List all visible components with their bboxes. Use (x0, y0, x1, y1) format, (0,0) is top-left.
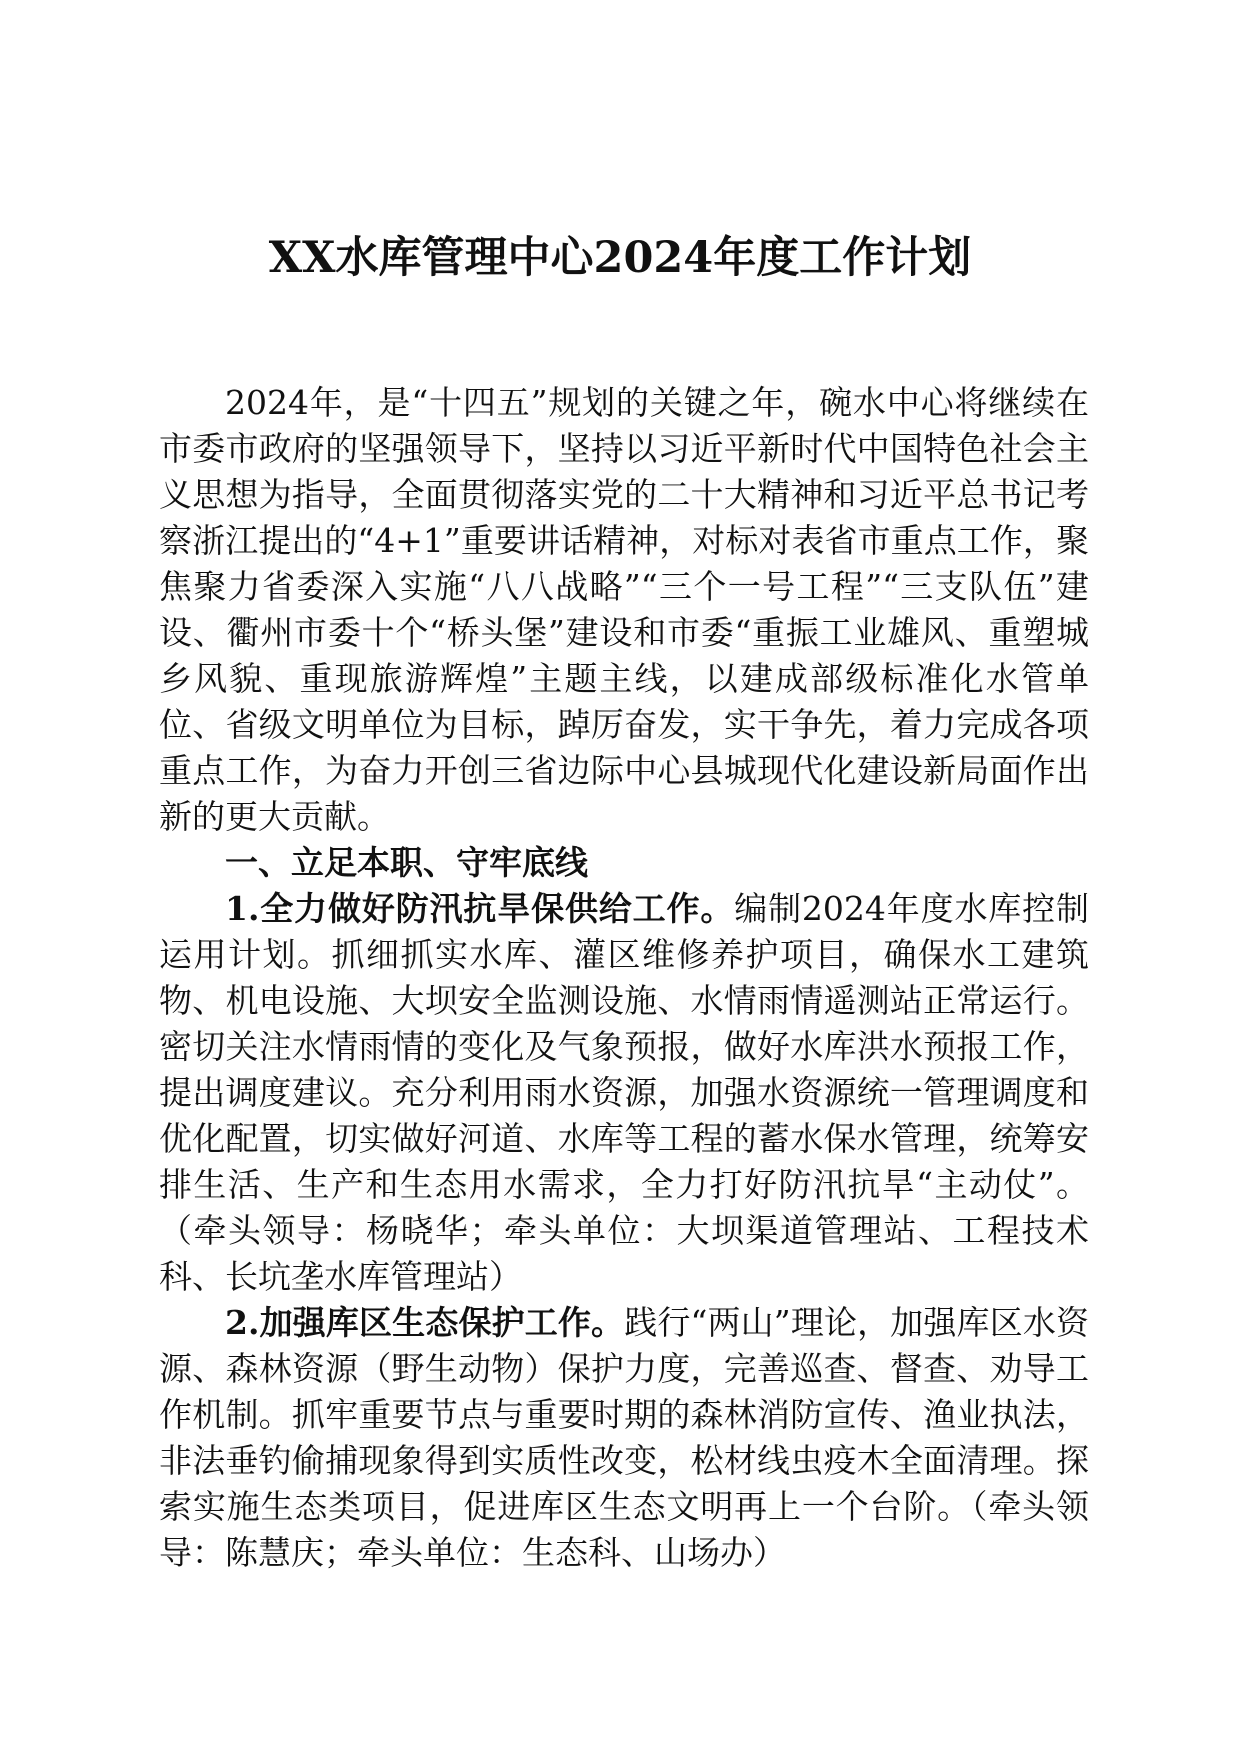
document-body (159, 380, 1089, 1576)
item-paragraph-2 (159, 1300, 1089, 1576)
item-lead-2: 2.加强库区生态保护工作。 (225, 1303, 625, 1342)
intro-paragraph: 2024年，是“十四五”规划的关键之年，碗水中心将继续在市委市政府的坚强领导下，坚持以习近平新时代中国特色社会主义思想为指导，全面贯彻落实党的二十大精神和习近平总书记考察浙江提出的“4+1”重要讲话精神，对标对表省市重点工作，聚焦聚力省委深入实施“八八战略”“三个一号工程”“三支队伍”建设、衢州市委十个“桥头堡”建设和市委“重振工业雄风、重塑城乡风貌、重现旅游辉煌”主题主线，以建成部级标准化水管单位、省级文明单位为目标，踔厉奋发，实干争先，着力完成各项重点工作，为奋力开创三省边际中心县城现代化建设新局面作出新的更大贡献。 (159, 383, 1089, 836)
item-lead-1: 1.全力做好防汛抗旱保供给工作。 (225, 889, 735, 928)
document-title: XX水库管理中心2024年度工作计划 (268, 233, 972, 283)
section-heading-1: 一、立足本职、守牢底线 (225, 843, 588, 882)
item-paragraph-1 (159, 886, 1089, 1300)
item-text-1: 编制2024年度水库控制运用计划。抓细抓实水库、灌区维修养护项目，确保水工建筑物、机电设施、大坝安全监测设施、水情雨情遥测站正常运行。密切关注水情雨情的变化及气象预报，做好水库洪水预报工作，提出调度建议。充分利用雨水资源，加强水资源统一管理调度和优化配置，切实做好河道、水库等工程的蓄水保水管理，统筹安排生活、生产和生态用水需求，全力打好防汛抗旱“主动仗”。（牵头领导：杨晓华；牵头单位：大坝渠道管理站、工程技术科、长坑垄水库管理站） (159, 889, 1090, 1296)
item-text-2: 践行“两山”理论，加强库区水资源、森林资源（野生动物）保护力度，完善巡查、督查、劝导工作机制。抓牢重要节点与重要时期的森林消防宣传、渔业执法，非法垂钓偷捕现象得到实质性改变，松材线虫疫木全面清理。探索实施生态类项目，促进库区生态文明再上一个台阶。（牵头领导：陈慧庆；牵头单位：生态科、山场办） (159, 1303, 1089, 1572)
